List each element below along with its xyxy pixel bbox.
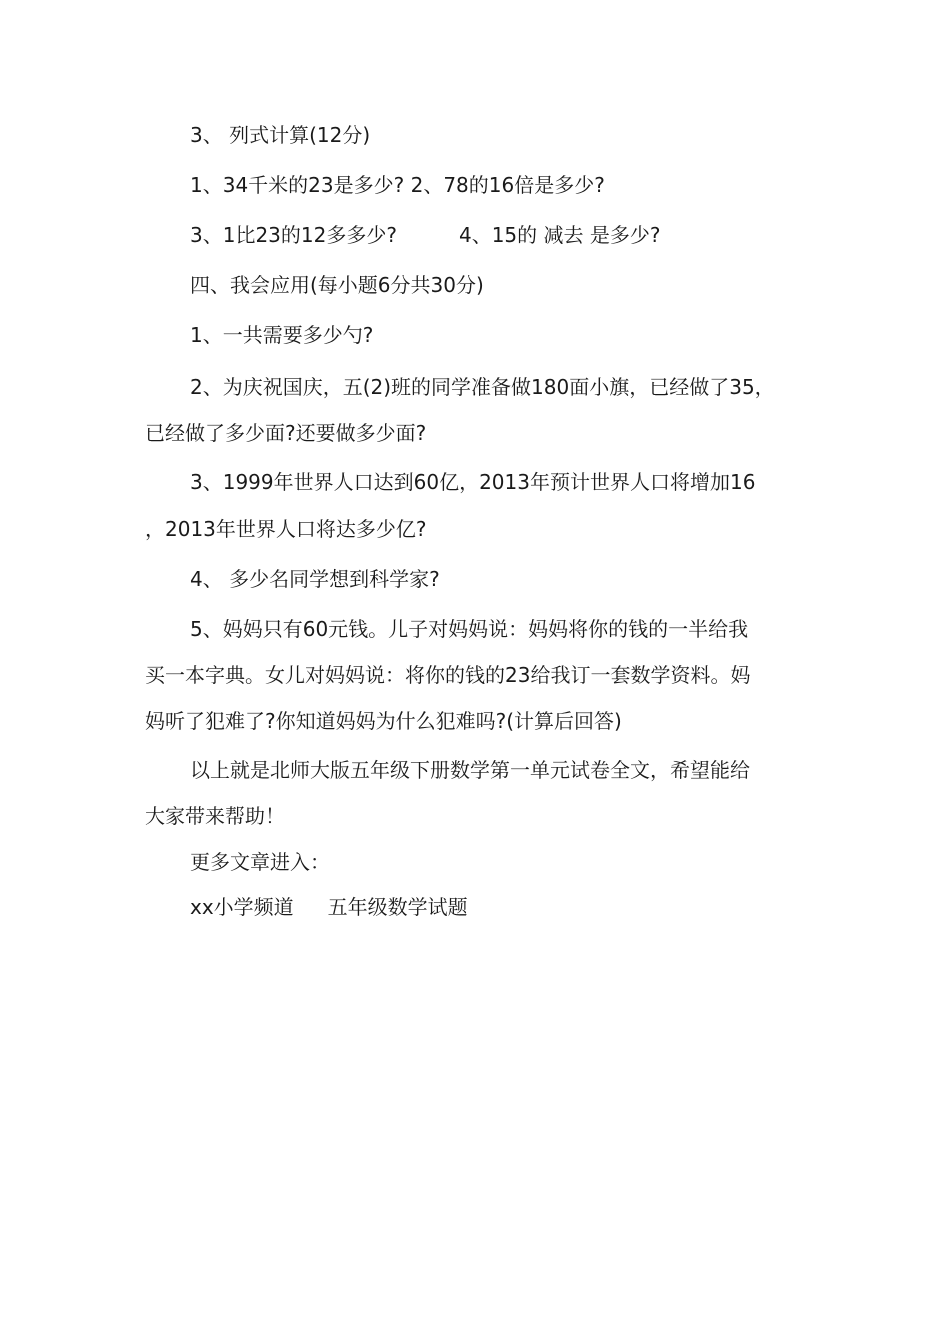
application-q2-line2: 已经做了多少面?还要做多少面? [145,421,427,445]
question-line-1-2: 1、34千米的23是多少? 2、78的16倍是多少? [190,173,605,197]
link-xx-primary-school-channel[interactable]: xx小学频道 [190,895,294,919]
section-3-heading: 3、 列式计算(12分) [190,123,371,147]
question-3: 3、1比23的12多多少? [190,223,397,247]
application-q2-line1: 2、为庆祝国庆，五(2)班的同学准备做180面小旗，已经做了35， [190,375,775,399]
application-q3-line2: ，2013年世界人口将达多少亿? [145,517,427,541]
application-q3-line1: 3、1999年世界人口达到60亿，2013年预计世界人口将增加16 [190,470,756,494]
application-q4: 4、 多少名同学想到科学家? [190,567,440,591]
question-line-3-4 [190,221,810,249]
related-links [190,893,810,921]
link-grade5-math-tests[interactable]: 五年级数学试题 [327,895,468,919]
closing-line2: 大家带来帮助！ [145,804,285,828]
application-q5-line3: 妈听了犯难了?你知道妈妈为什么犯难吗?(计算后回答) [145,709,622,733]
application-q5-line2: 买一本字典。女儿对妈妈说：将你的钱的23给我订一套数学资料。妈 [145,663,751,687]
section-4-heading: 四、我会应用(每小题6分共30分) [190,273,484,297]
more-articles-label: 更多文章进入： [190,850,330,874]
application-q1: 1、一共需要多少勺? [190,323,374,347]
application-q5-line1: 5、妈妈只有60元钱。儿子对妈妈说：妈妈将你的钱的一半给我 [190,617,749,641]
question-4: 4、15的 减去 是多少? [458,223,661,247]
closing-line1: 以上就是北师大版五年级下册数学第一单元试卷全文，希望能给 [190,758,750,782]
